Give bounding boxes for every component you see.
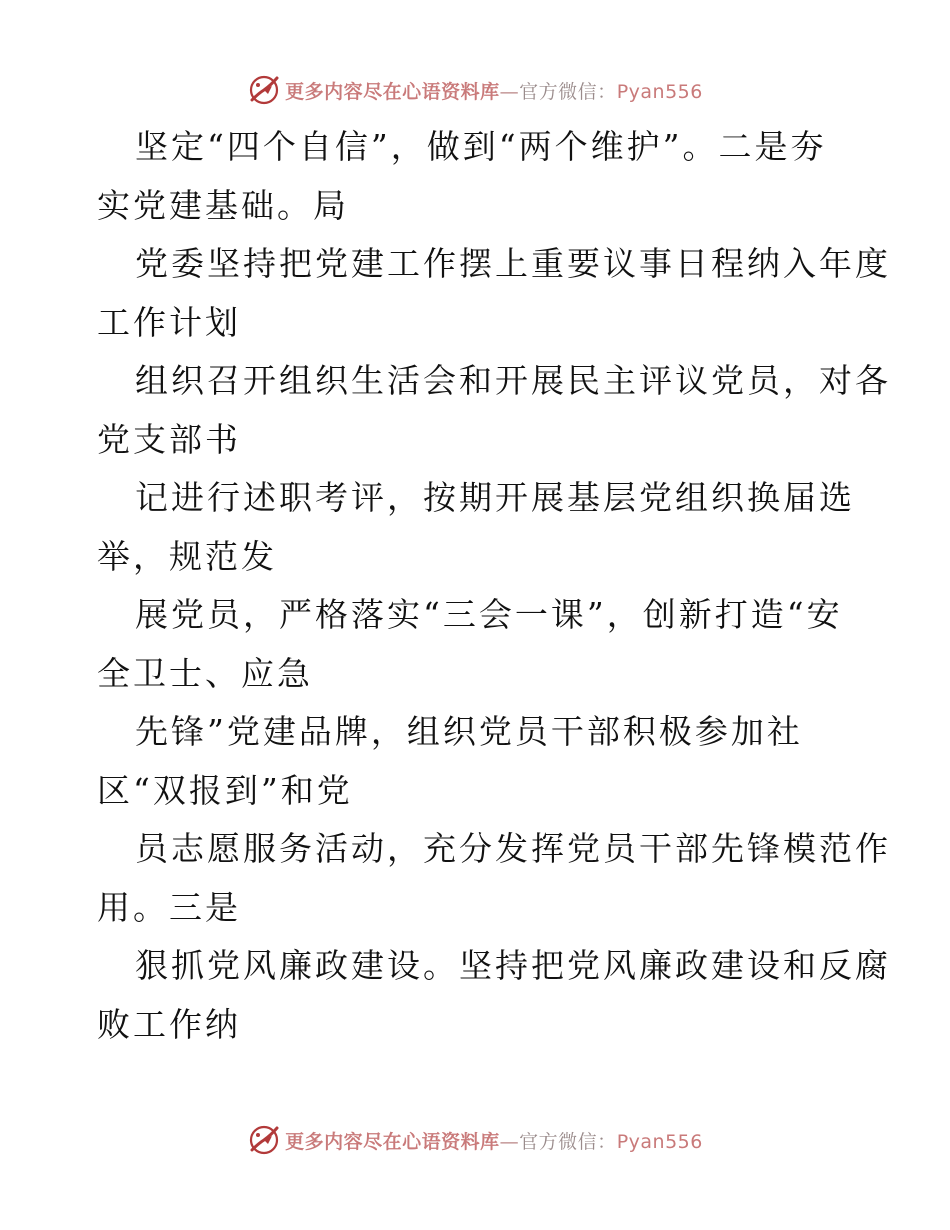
header-watermark bbox=[0, 70, 950, 110]
text-line: 坚定“四个自信”，做到“两个维护”。二是夯 bbox=[135, 127, 827, 166]
header-wechat-id: Pyan556 bbox=[616, 80, 703, 103]
text-line: 组织召开组织生活会和开展民主评议党员，对各 bbox=[135, 361, 891, 400]
text-line: 全卫士、应急 bbox=[97, 653, 313, 693]
text-line: 举，规范发 bbox=[97, 536, 277, 576]
text-line: 党委坚持把党建工作摆上重要议事日程纳入年度 bbox=[135, 244, 891, 283]
header-dash: — bbox=[499, 80, 520, 103]
header-watermark-inner bbox=[247, 73, 703, 107]
text-line: 员志愿服务活动，充分发挥党员干部先锋模范作 bbox=[135, 829, 891, 868]
header-watermark-text bbox=[285, 77, 703, 104]
footer-wechat-label: 官方微信： bbox=[519, 1130, 617, 1153]
text-line: 党支部书 bbox=[97, 419, 241, 459]
text-line: 展党员，严格落实“三会一课”，创新打造“安 bbox=[135, 595, 843, 634]
footer-watermark bbox=[0, 1120, 950, 1160]
text-line: 用。三是 bbox=[97, 887, 241, 927]
text-line: 记进行述职考评，按期开展基层党组织换届选 bbox=[135, 478, 855, 517]
text-line: 实党建基础。局 bbox=[97, 185, 349, 225]
text-line: 狠抓党风廉政建设。坚持把党风廉政建设和反腐 bbox=[135, 946, 891, 985]
text-line: 败工作纳 bbox=[97, 1004, 241, 1044]
text-line: 先锋”党建品牌，组织党员干部积极参加社 bbox=[135, 712, 803, 751]
footer-watermark-text bbox=[285, 1127, 703, 1154]
body-text bbox=[97, 118, 891, 1054]
pen-logo-icon bbox=[247, 73, 281, 107]
footer-wechat-id: Pyan556 bbox=[616, 1130, 703, 1153]
footer-site-text: 更多内容尽在心语资料库 bbox=[285, 1130, 500, 1153]
footer-dash: — bbox=[499, 1130, 520, 1153]
footer-watermark-inner bbox=[247, 1123, 703, 1157]
text-line: 工作计划 bbox=[97, 302, 241, 342]
text-line: 区“双报到”和党 bbox=[97, 770, 353, 810]
header-wechat-label: 官方微信： bbox=[519, 80, 617, 103]
pen-logo-icon bbox=[247, 1123, 281, 1157]
header-site-text: 更多内容尽在心语资料库 bbox=[285, 80, 500, 103]
